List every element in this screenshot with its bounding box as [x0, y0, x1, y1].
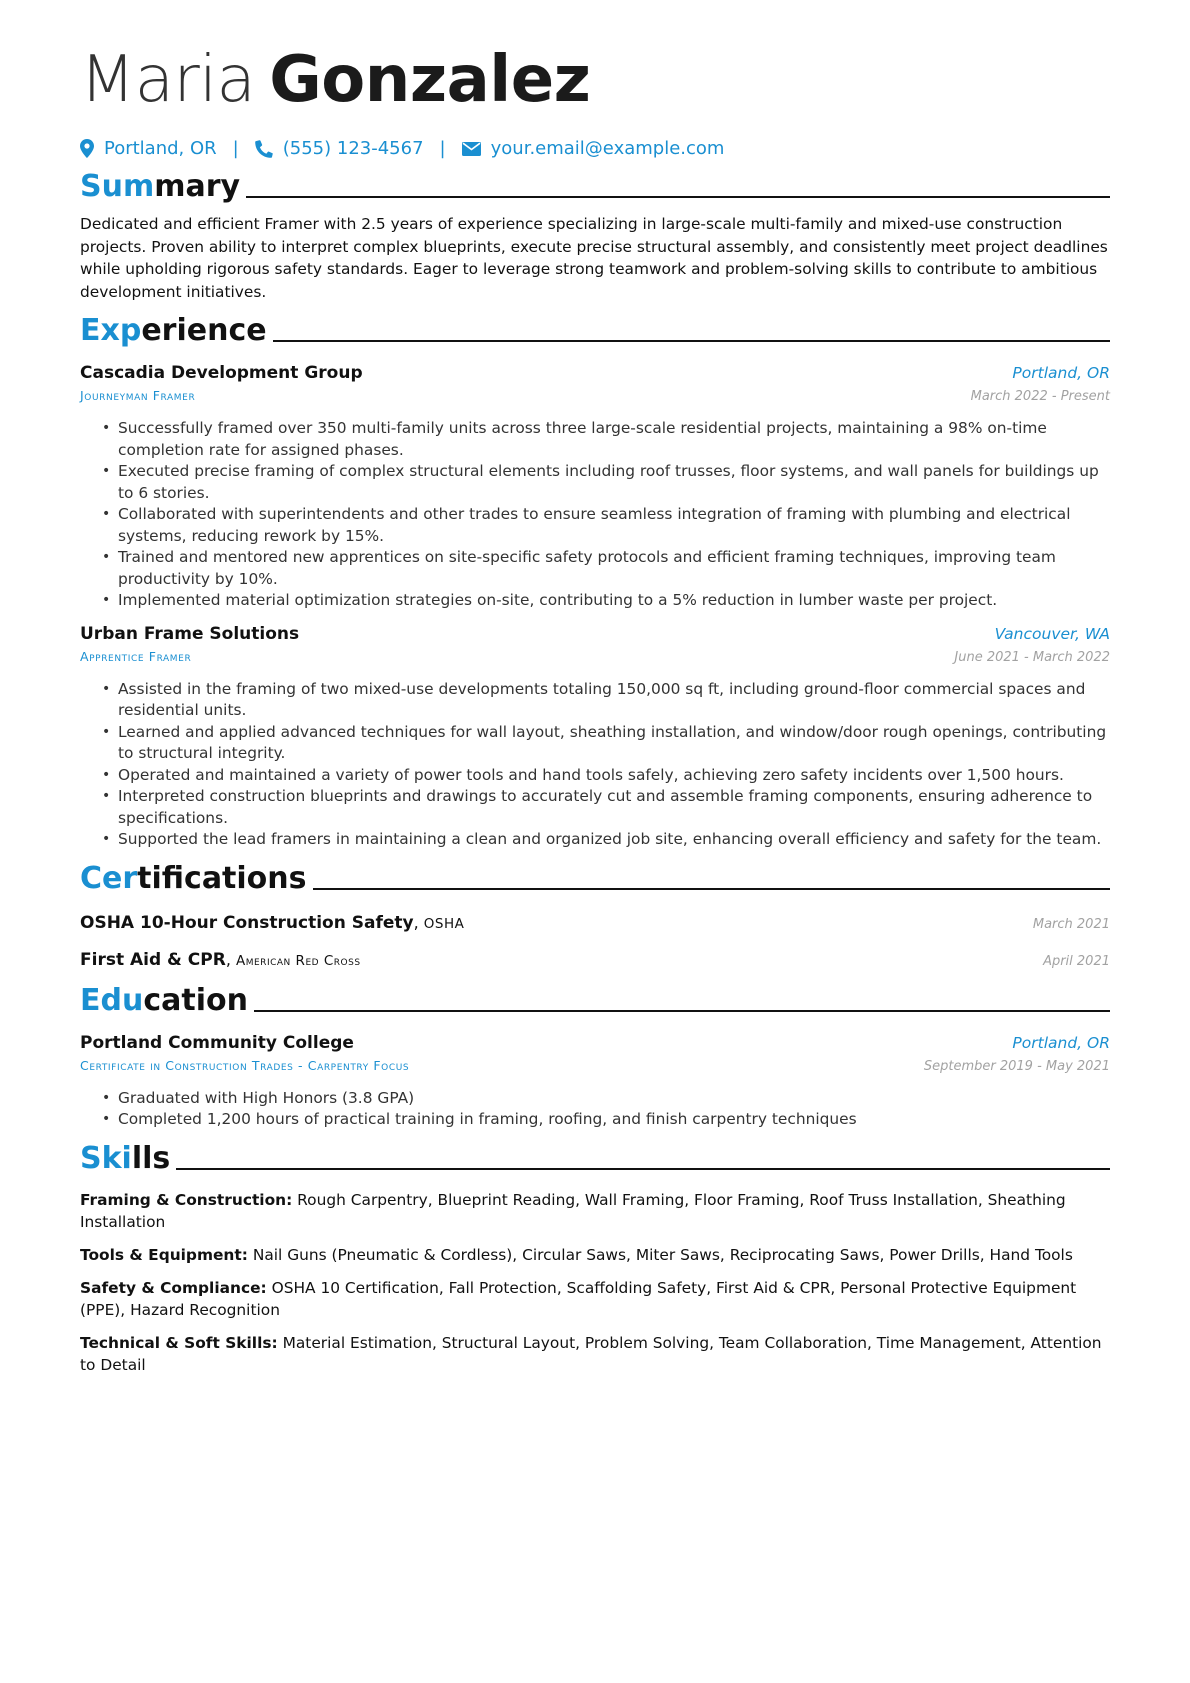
list-item: • Assisted in the framing of two mixed-use developments totaling 150,000 sq ft, including ground-floor commercial spaces and residential units.	[102, 679, 1110, 722]
envelope-icon	[462, 142, 481, 156]
summary-heading	[80, 167, 1110, 207]
certification-name: OSHA 10-Hour Construction Safety	[80, 912, 414, 933]
section-title: Experience	[80, 313, 267, 349]
certification-issuer: American Red Cross	[236, 952, 361, 969]
section-rule	[313, 888, 1110, 890]
job-bullets	[102, 418, 1110, 612]
section-title: Summary	[80, 169, 241, 204]
phone-icon	[255, 140, 273, 158]
section-rule	[273, 340, 1110, 342]
skill-items: Rough Carpentry, Blueprint Reading, Wall Framing, Floor Framing, Roof Truss Installation, Sheathing Installation	[80, 1190, 1066, 1232]
certification-name: First Aid & CPR	[80, 949, 226, 970]
education-bullets	[102, 1088, 1110, 1131]
skill-category: Safety & Compliance:	[80, 1278, 267, 1297]
list-item: • Learned and applied advanced techniques for wall layout, sheathing installation, and window/door rough openings, contributing to structural integrity.	[102, 722, 1110, 765]
list-item: • Implemented material optimization strategies on-site, contributing to a 5% reduction in lumber waste per project.	[102, 590, 1110, 612]
school-location: Portland, OR	[1012, 1033, 1110, 1052]
job-title: Journeyman Framer	[80, 388, 196, 404]
school-name: Portland Community College	[80, 1032, 354, 1053]
skill-group	[80, 1189, 1110, 1234]
education-heading	[80, 981, 1110, 1021]
program-name: Certificate in Construction Trades - Carpentry Focus	[80, 1057, 410, 1073]
skill-group	[80, 1244, 1110, 1267]
education-entry	[80, 1031, 1110, 1131]
section-rule	[246, 196, 1110, 198]
map-pin-icon	[80, 139, 94, 158]
certification-date: April 2021	[1043, 953, 1110, 969]
job-dates: June 2021 - March 2022	[954, 649, 1110, 665]
job-location: Vancouver, WA	[994, 624, 1110, 643]
skill-items: OSHA 10 Certification, Fall Protection, Scaffolding Safety, First Aid & CPR, Personal Protective Equipment (PPE), Hazard Recognition	[80, 1278, 1077, 1320]
job-title: Apprentice Framer	[80, 648, 192, 664]
skill-category: Tools & Equipment:	[80, 1246, 248, 1265]
certification-item: OSHA 10-Hour Construction Safety, OSHA March 2021	[80, 913, 1110, 936]
certification-item: First Aid & CPR, American Red Cross April 2021	[80, 950, 1110, 973]
contact-email[interactable]	[462, 138, 725, 159]
skill-group	[80, 1332, 1110, 1377]
skills-heading	[80, 1139, 1110, 1179]
list-item: • Executed precise framing of complex structural elements including roof trusses, floor systems, and wall panels for buildings up to 6 stories.	[102, 461, 1110, 504]
contact-separator: |	[232, 138, 239, 159]
list-item: • Operated and maintained a variety of power tools and hand tools safely, achieving zero safety incidents over 1,500 hours.	[102, 765, 1110, 787]
list-item: • Collaborated with superintendents and other trades to ensure seamless integration of framing with plumbing and electrical systems, reducing rework by 15%.	[102, 504, 1110, 547]
contact-separator: |	[439, 138, 446, 159]
company-name: Urban Frame Solutions	[80, 623, 300, 644]
section-rule	[176, 1168, 1110, 1170]
experience-heading	[80, 311, 1110, 351]
certification-issuer: OSHA	[423, 915, 465, 932]
list-item: • Interpreted construction blueprints and drawings to accurately cut and assemble framing components, ensuring adherence to specifications.	[102, 786, 1110, 829]
list-item: • Completed 1,200 hours of practical training in framing, roofing, and finish carpentry techniques	[102, 1109, 1110, 1131]
contact-phone[interactable]	[255, 138, 424, 159]
skill-category: Framing & Construction:	[80, 1190, 293, 1209]
education-dates: September 2019 - May 2021	[923, 1058, 1110, 1074]
contact-location	[80, 138, 217, 159]
skill-items: Material Estimation, Structural Layout, Problem Solving, Team Collaboration, Time Management, Attention to Detail	[80, 1333, 1102, 1375]
job-dates: March 2022 - Present	[970, 389, 1110, 405]
phone-text: (555) 123-4567	[282, 138, 424, 159]
company-name: Cascadia Development Group	[80, 363, 363, 384]
list-item: • Graduated with High Honors (3.8 GPA)	[102, 1088, 1110, 1110]
last-name: Gonzalez	[269, 43, 591, 117]
skill-category: Technical & Soft Skills:	[80, 1333, 278, 1352]
skill-group	[80, 1277, 1110, 1322]
list-item: • Trained and mentored new apprentices on site-specific safety protocols and efficient framing techniques, improving team productivity by 10%.	[102, 547, 1110, 590]
job-bullets	[102, 679, 1110, 851]
job-location: Portland, OR	[1012, 364, 1110, 383]
section-title: Education	[80, 982, 248, 1018]
list-item: • Supported the lead framers in maintaining a clean and organized job site, enhancing overall efficiency and safety for the team.	[102, 829, 1110, 851]
certifications-heading	[80, 859, 1110, 899]
email-text: your.email@example.com	[490, 138, 725, 159]
section-title: Skills	[80, 1140, 171, 1176]
contact-line	[80, 138, 1110, 159]
experience-entry	[80, 361, 1110, 612]
candidate-name	[80, 40, 1110, 120]
first-name: Maria	[80, 43, 256, 117]
summary-text: Dedicated and efficient Framer with 2.5 years of experience specializing in large-scale multi-family and mixed-use construction projects. Proven ability to interpret complex blueprints, execute precise structural assembly, and consistently meet project deadlines while upholding rigorous safety standards. Eager to leverage strong teamwork and problem-solving skills to contribute to ambitious development initiatives.	[80, 215, 1108, 301]
list-item: • Successfully framed over 350 multi-family units across three large-scale residential projects, maintaining a 98% on-time completion rate for assigned phases.	[102, 418, 1110, 461]
certification-date: March 2021	[1032, 916, 1110, 932]
skill-items: Nail Guns (Pneumatic & Cordless), Circular Saws, Miter Saws, Reciprocating Saws, Power Drills, Hand Tools	[252, 1246, 1073, 1265]
section-title: Certifications	[80, 860, 307, 896]
experience-entry	[80, 622, 1110, 851]
section-rule	[254, 1010, 1110, 1012]
location-text: Portland, OR	[104, 138, 217, 159]
